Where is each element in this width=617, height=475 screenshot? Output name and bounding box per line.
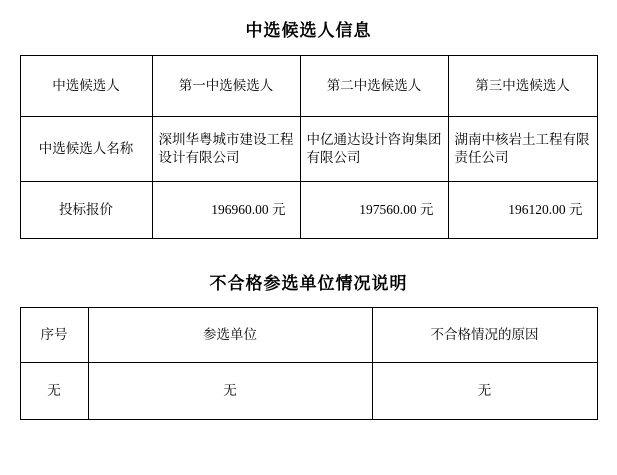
table-header-cell: 序号 <box>20 308 88 363</box>
table-header-cell: 不合格情况的原因 <box>372 308 597 363</box>
table-cell: 196120.00 元 <box>448 182 597 239</box>
page-title-unqualified: 不合格参选单位情况说明 <box>209 274 408 293</box>
page-title-candidates: 中选候选人信息 <box>245 21 372 40</box>
table-cell: 深圳华粤城市建设工程设计有限公司 <box>152 117 300 182</box>
candidates-table <box>20 55 598 239</box>
table-cell: 无 <box>20 363 88 420</box>
table-cell: 湖南中核岩土工程有限责任公司 <box>448 117 597 182</box>
document-page <box>0 16 617 475</box>
table-row <box>20 363 597 420</box>
table-cell: 无 <box>88 363 372 420</box>
unqualified-table <box>20 307 598 420</box>
table-header-cell: 第一中选候选人 <box>152 56 300 117</box>
table-row <box>20 182 597 239</box>
table-cell: 中亿通达设计咨询集团有限公司 <box>300 117 448 182</box>
table-row <box>20 117 597 182</box>
table-row <box>20 308 597 363</box>
row-label-bid-price: 投标报价 <box>20 182 152 239</box>
table-cell: 无 <box>372 363 597 420</box>
table-header-cell: 第三中选候选人 <box>448 56 597 117</box>
table-cell: 196960.00 元 <box>152 182 300 239</box>
table-cell: 197560.00 元 <box>300 182 448 239</box>
table-header-cell: 中选候选人 <box>20 56 152 117</box>
table-header-cell: 参选单位 <box>88 308 372 363</box>
row-label-candidate-name: 中选候选人名称 <box>20 117 152 182</box>
table-header-cell: 第二中选候选人 <box>300 56 448 117</box>
table-row <box>20 56 597 117</box>
